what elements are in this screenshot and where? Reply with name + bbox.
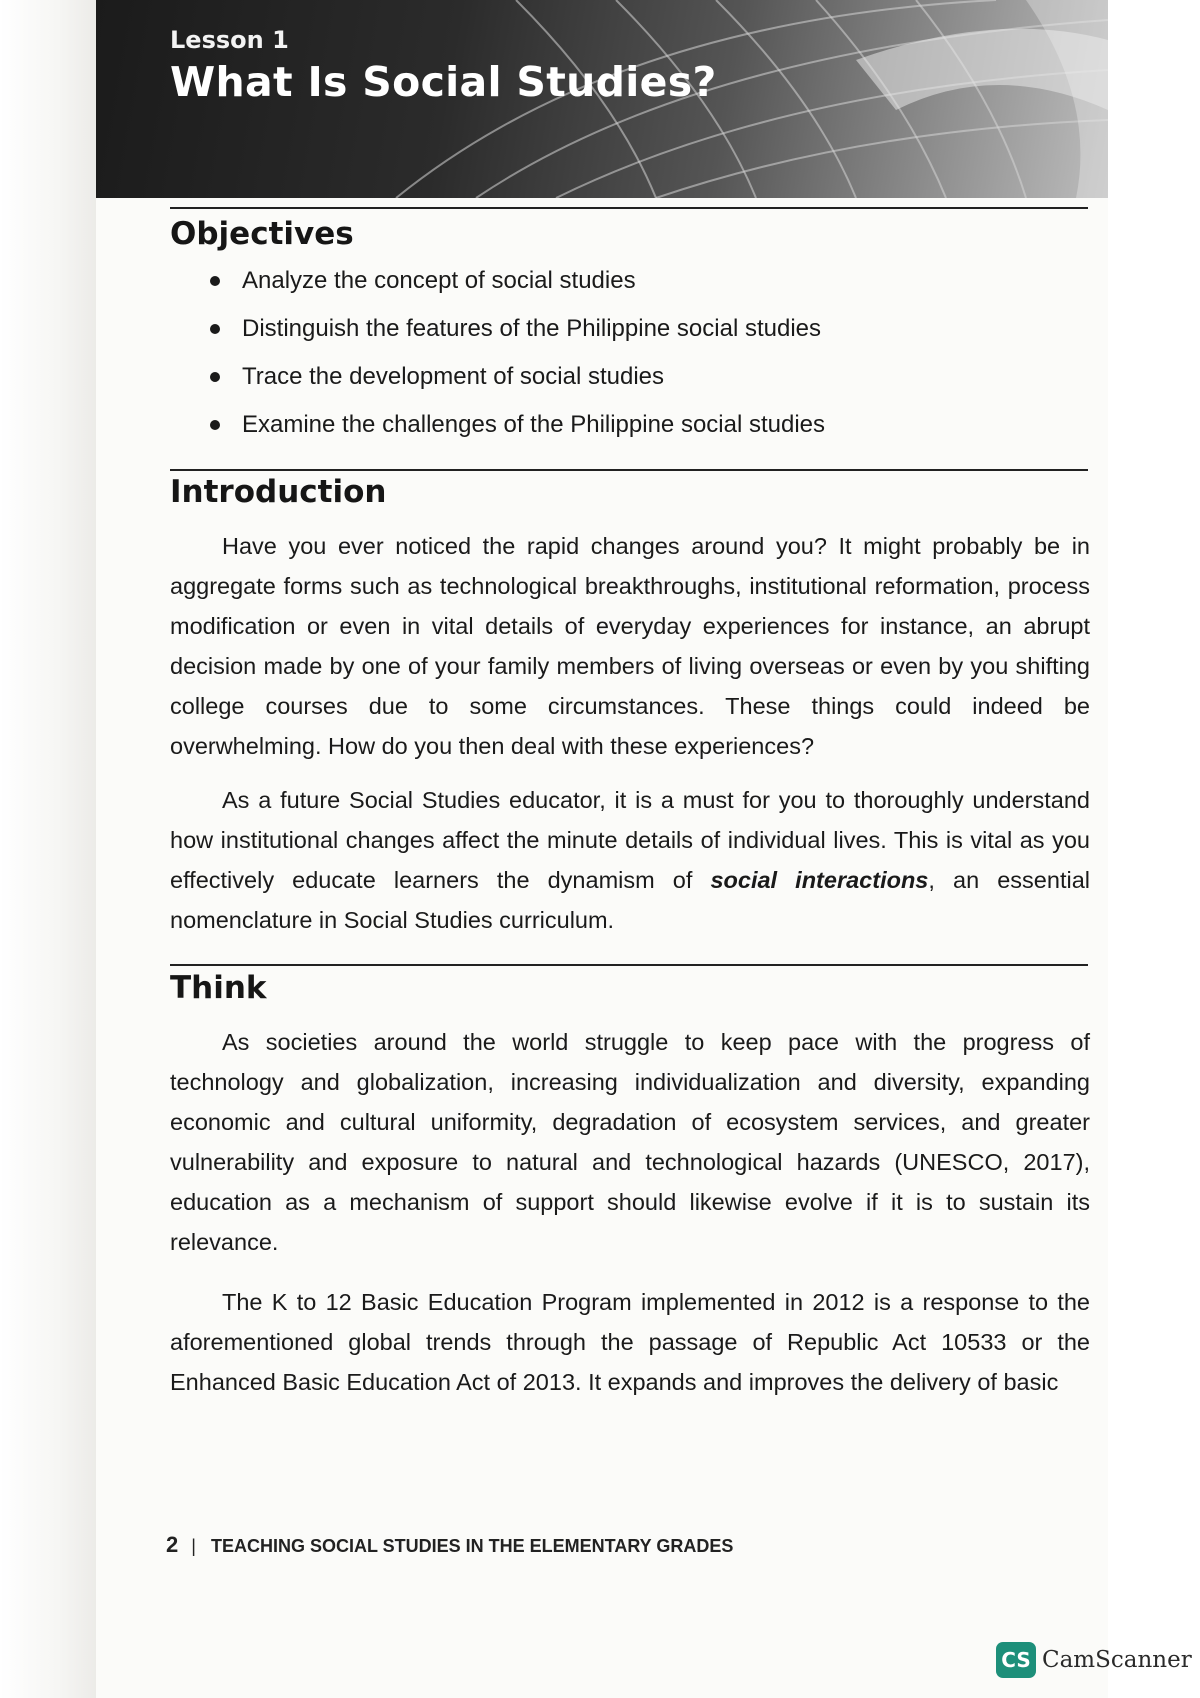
introduction-paragraph: Have you ever noticed the rapid changes around you? It might probably be in aggregate forms such as technological breakthroughs, institutional reformation, process modification or even in vital details of everyday experiences for instance, an abrupt decision made by one of your family members of living overseas or even by you shifting college courses due to some circumstances. These things could indeed be overwhelming. How do you then deal with these experiences? — [170, 533, 1090, 759]
paragraph-text: As a future Social Studies educator, it is a must for you to thoroughly understand how institutional changes affect the minute details of individual lives. This is vital as you effectively educate learners the dynamism of — [170, 787, 1090, 893]
lesson-banner — [96, 0, 1108, 198]
think-heading: Think — [170, 970, 267, 1006]
page-footer — [166, 1532, 733, 1558]
camscanner-name: CamScanner — [1042, 1647, 1192, 1673]
objective-item: Analyze the concept of social studies — [208, 264, 1068, 312]
objectives-heading: Objectives — [170, 216, 354, 252]
page-number: 2 — [166, 1532, 179, 1557]
camscanner-watermark — [996, 1640, 1192, 1680]
lesson-title: What Is Social Studies? — [170, 58, 717, 106]
camscanner-logo-icon: CS — [996, 1642, 1036, 1678]
objective-item: Trace the development of social studies — [208, 360, 1068, 408]
objectives-list — [208, 264, 1068, 456]
objective-item: Examine the challenges of the Philippine social studies — [208, 408, 1068, 456]
book-page — [96, 0, 1108, 1698]
section-divider — [170, 964, 1088, 966]
introduction-paragraph — [170, 780, 1090, 940]
book-title: TEACHING SOCIAL STUDIES IN THE ELEMENTARY GRADES — [210, 1536, 734, 1556]
objective-item: Distinguish the features of the Philippine social studies — [208, 312, 1068, 360]
paragraph-text: , an essential nomenclature in Social Studies curriculum. — [170, 867, 1090, 933]
footer-separator: | — [191, 1536, 196, 1556]
emphasis-term: social interactions — [710, 867, 929, 893]
think-paragraph: The K to 12 Basic Education Program implemented in 2012 is a response to the aforementioned global trends through the passage of Republic Act 10533 or the Enhanced Basic Education Act of 2013. It expands and improves the delivery of basic — [170, 1289, 1090, 1395]
introduction-heading: Introduction — [170, 474, 387, 510]
section-divider — [170, 469, 1088, 471]
scan-left-margin — [0, 0, 96, 1698]
lesson-label: Lesson 1 — [170, 26, 289, 54]
think-paragraph: As societies around the world struggle to keep pace with the progress of technology and globalization, increasing individualization and diversity, expanding economic and cultural uniformity, degradation of ecosystem services, and greater vulnerability and exposure to natural and technological hazards (UNESCO, 2017), education as a mechanism of support should likewise evolve if it is to sustain its relevance. — [170, 1029, 1090, 1255]
section-divider — [170, 207, 1088, 209]
